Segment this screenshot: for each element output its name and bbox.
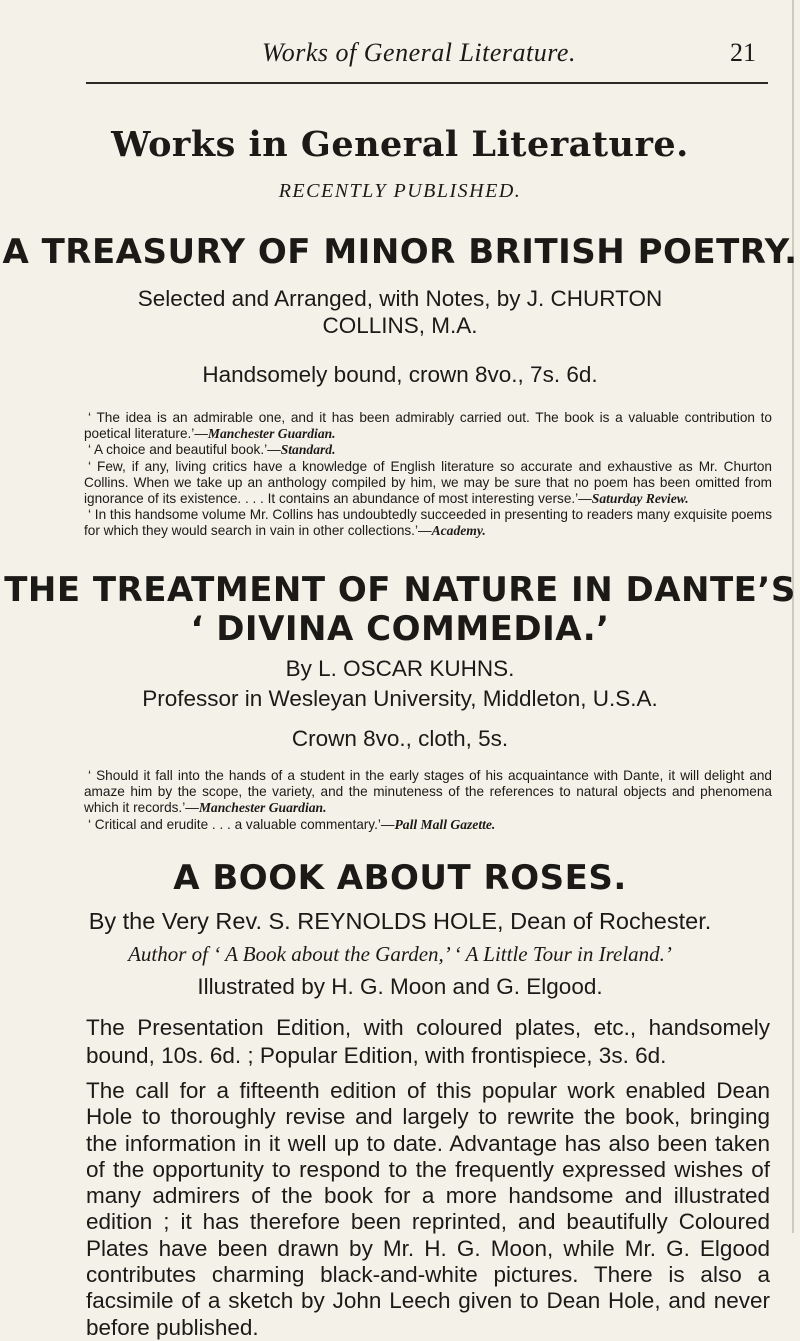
review: ‘ In this handsome volume Mr. Collins has undoubtedly succeeded in presenting to readers many exquisite poems for which they would search in vain in other collections.’—Academy.	[84, 507, 772, 539]
book3-title: A BOOK ABOUT ROSES.	[173, 858, 627, 898]
section-subtitle: RECENTLY PUBLISHED.	[278, 180, 522, 202]
book2-price: Crown 8vo., cloth, 5s.	[291, 726, 509, 751]
review: ‘ A choice and beautiful book.’—Standard.	[88, 442, 336, 458]
review: ‘ Few, if any, living critics have a knowledge of English literature so accurate and exhaustive as Mr. Churton Collins. When we take up an anthology compiled by him, we may be sure that no poem has been omitted from ignorance of its existence. . . . It contains an abundance of most interesting verse.’—Saturday Review.	[84, 458, 772, 507]
book1-reviews	[84, 410, 772, 540]
page-number: 21	[730, 38, 756, 67]
book2-author: By L. OSCAR KUHNS.	[285, 656, 515, 681]
book3-description: The call for a fifteenth edition of this popular work enabled Dean Hole to thoroughly revise and largely to rewrite the book, bringing the information in it well up to date. Advantage has also been taken of the opportunity to respond to the frequently expressed wishes of many admirers of the book for a more handsome and illustrated edition ; it has therefore been reprinted, and beautifully Coloured Plates have been drawn by Mr. H. G. Moon, while Mr. G. Elgood contributes charming black-and-white pictures. There is also a facsimile of a sketch by John Leech given to Dean Hole, and never before published.	[86, 1078, 770, 1340]
review: ‘ The idea is an admirable one, and it has been admirably carried out. The book is a valuable contribution to poetical literature.’—Manchester Guardian.	[84, 410, 772, 442]
section-title: Works in General Literature.	[111, 124, 689, 165]
book2-title-line-1: THE TREATMENT OF NATURE IN DANTE’S	[4, 570, 796, 610]
book1-price: Handsomely bound, crown 8vo., 7s. 6d.	[202, 362, 598, 387]
review: ‘ Critical and erudite . . . a valuable commentary.’—Pall Mall Gazette.	[88, 816, 496, 832]
book3-other-works: Author of ‘ A Book about the Garden,’ ‘ A Little Tour in Ireland.’	[128, 942, 672, 966]
book3-author: By the Very Rev. S. REYNOLDS HOLE, Dean of Rochester.	[88, 908, 712, 934]
book1-title: A TREASURY OF MINOR BRITISH POETRY.	[2, 232, 798, 272]
header-rule	[86, 82, 768, 84]
book1-byline-1: Selected and Arranged, with Notes, by J. CHURTON	[137, 286, 663, 311]
book3-editions: The Presentation Edition, with coloured plates, etc., handsomely bound, 10s. 6d. ; Popular Edition, with frontispiece, 3s. 6d.	[86, 1015, 770, 1068]
book3-illustrated: Illustrated by H. G. Moon and G. Elgood.	[197, 974, 603, 999]
running-head	[0, 38, 800, 78]
book2-reviews	[84, 768, 772, 833]
review: ‘ Should it fall into the hands of a student in the early stages of his acquaintance with Dante, it will delight and amaze him by the scope, the variety, and the minuteness of the references to natural objects and phenomena which it records.’—Manchester Guardian.	[84, 768, 772, 816]
running-head-title: Works of General Literature.	[262, 38, 576, 67]
book2-affiliation: Professor in Wesleyan University, Middleton, U.S.A.	[142, 686, 658, 711]
book1-byline-2: COLLINS, M.A.	[322, 313, 478, 338]
book2-title-line-2: ‘ DIVINA COMMEDIA.’	[190, 609, 610, 649]
